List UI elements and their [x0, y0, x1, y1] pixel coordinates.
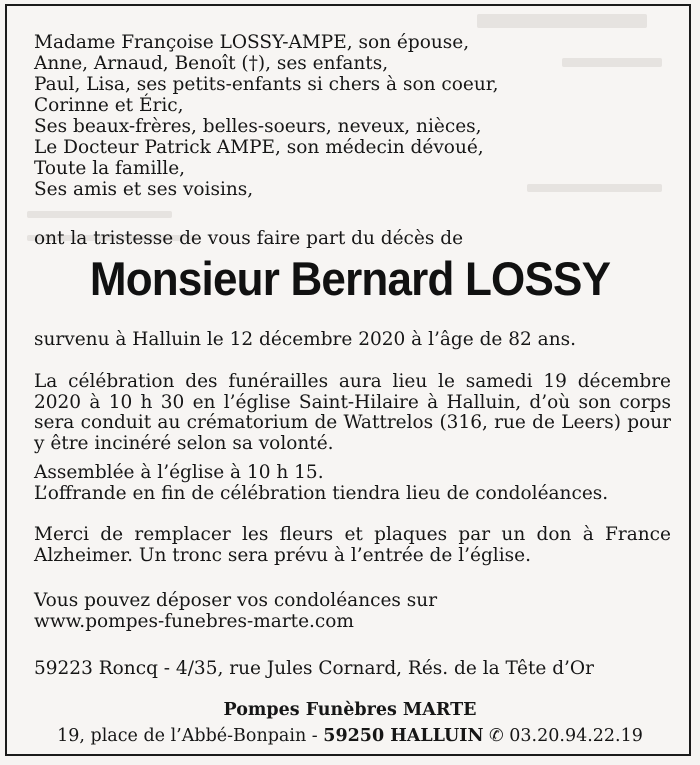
phone-icon: ✆ [489, 726, 504, 746]
show-through-mark [27, 211, 172, 218]
family-line: Corinne et Éric, [34, 95, 184, 116]
offering-note: L’offrande en fin de célébration tiendra lieu de condoléances. [34, 483, 609, 504]
family-line: Toute la famille, [34, 158, 186, 179]
family-line: Anne, Arnaud, Benoît (†), ses enfants, [34, 53, 389, 74]
family-line: Ses amis et ses voisins, [34, 179, 254, 200]
obituary-frame [5, 4, 691, 756]
show-through-mark [527, 184, 662, 192]
show-through-mark [562, 58, 662, 67]
funeral-home-contact [7, 726, 693, 747]
ceremony-details: La célébration des funérailles aura lieu le samedi 19 décembre 2020 à 10 h 30 en l’église Saint-Hilaire à Halluin, d’où son corps sera conduit au crématorium de Wattrelos (316, rue de Leers) pour y être incinéré selon sa volonté. [34, 371, 671, 454]
assembly-time: Assemblée à l’église à 10 h 15. [34, 462, 324, 483]
show-through-mark [477, 14, 647, 28]
family-line: Madame Françoise LOSSY-AMPE, son épouse, [34, 32, 470, 53]
condolence-website: www.pompes-funebres-marte.com [34, 611, 354, 632]
funeral-home-city: 59250 HALLUIN [323, 726, 484, 746]
death-details: survenu à Halluin le 12 décembre 2020 à l’âge de 82 ans. [34, 329, 577, 350]
funeral-home-name: Pompes Funèbres MARTE [223, 700, 477, 720]
funeral-home-phone: 03.20.94.22.19 [509, 726, 643, 746]
condolence-note: Vous pouvez déposer vos condoléances sur [34, 590, 438, 611]
family-line: Paul, Lisa, ses petits-enfants si chers à son coeur, [34, 74, 499, 95]
family-line: Le Docteur Patrick AMPE, son médecin dévoué, [34, 137, 484, 158]
announcement-line: ont la tristesse de vous faire part du décès de [34, 228, 464, 249]
donation-note: Merci de remplacer les fleurs et plaques par un don à France Alzheimer. Un tronc sera prévu à l’entrée de l’église. [34, 524, 671, 566]
family-line: Ses beaux-frères, belles-soeurs, neveux, nièces, [34, 116, 482, 137]
funeral-home-address: 19, place de l’Abbé-Bonpain - [57, 726, 324, 746]
family-address: 59223 Roncq - 4/35, rue Jules Cornard, Rés. de la Tête d’Or [34, 658, 594, 679]
deceased-name: Monsieur Bernard LOSSY [89, 253, 611, 306]
